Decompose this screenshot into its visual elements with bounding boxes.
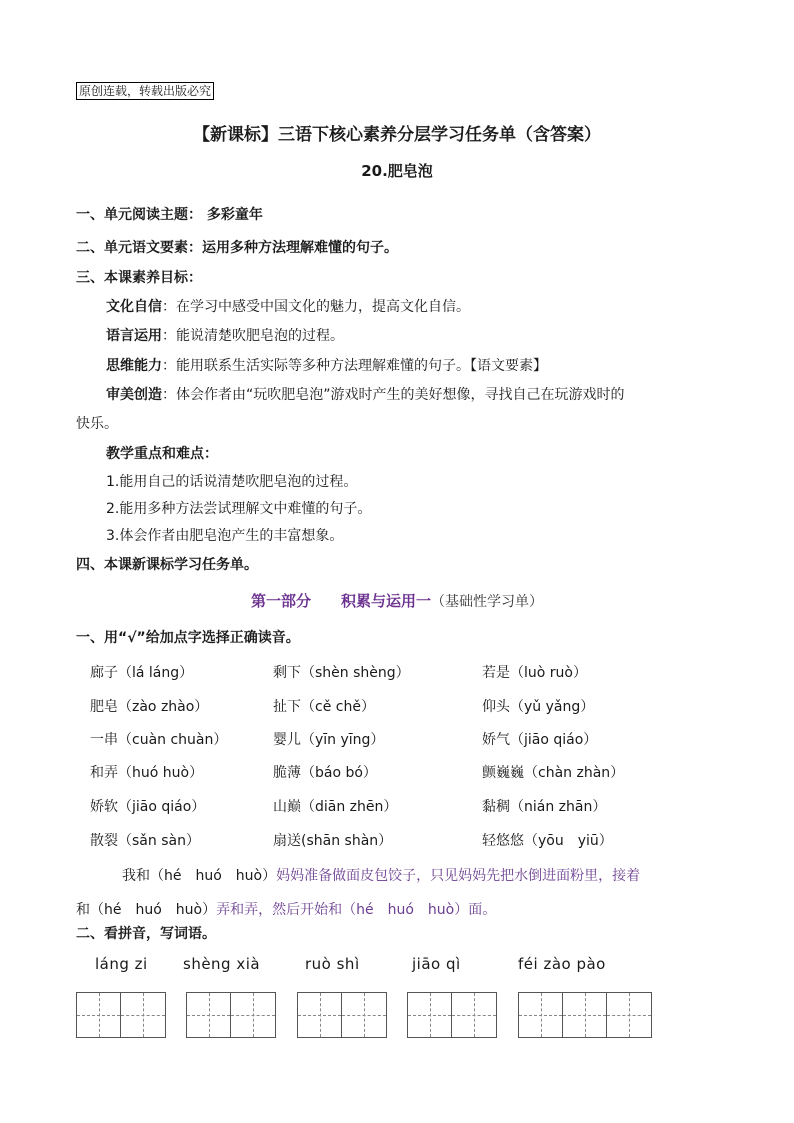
goal-aesthetic-continued: 快乐。 — [76, 416, 118, 432]
writing-cell[interactable] — [607, 993, 651, 1037]
reading-item: 散裂（sǎn sàn） — [90, 833, 200, 849]
writing-grid[interactable] — [297, 992, 387, 1038]
goal-culture — [106, 296, 470, 316]
reading-item: 廊子（lá láng） — [90, 665, 194, 681]
pinyin-label: jiāo qì — [412, 955, 461, 973]
pinyin-label: shèng xià — [183, 955, 261, 973]
sentence-line-1 — [122, 865, 640, 885]
reading-item: 肥皂（zào zhào） — [90, 699, 209, 715]
part-1-heading — [0, 590, 794, 611]
pinyin-label: láng zi — [95, 955, 148, 973]
sentence-fragment: 和（hé huó huò） — [76, 902, 217, 918]
reading-item: 娇软（jiāo qiáo） — [90, 799, 206, 815]
sentence-line-2 — [76, 899, 496, 919]
reading-item: 婴儿（yīn yīng） — [273, 732, 385, 748]
pinyin-label: féi zào pào — [518, 955, 606, 973]
writing-grid[interactable] — [186, 992, 276, 1038]
reading-item: 轻悠悠（yōu yiū） — [482, 833, 613, 849]
writing-cell[interactable] — [298, 993, 342, 1037]
key-points-title: 教学重点和难点： — [106, 446, 218, 462]
document-title: 【新课标】三语下核心素养分层学习任务单（含答案） — [193, 125, 601, 145]
section-2-elements: 二、单元语文要素：运用多种方法理解难懂的句子。 — [76, 240, 398, 256]
writing-cell[interactable] — [121, 993, 165, 1037]
writing-cell[interactable] — [519, 993, 563, 1037]
reading-item: 扇送(shān shàn） — [273, 833, 393, 849]
writing-cell[interactable] — [231, 993, 275, 1037]
goal-label: 审美创造 — [106, 387, 162, 403]
reading-item: 山巅（diān zhēn） — [273, 799, 398, 815]
pinyin-label: ruò shì — [305, 955, 360, 973]
goal-label: 语言运用 — [106, 328, 162, 344]
goal-thinking — [106, 355, 547, 375]
writing-cell[interactable] — [342, 993, 386, 1037]
question-2-title: 二、看拼音，写词语。 — [76, 926, 216, 942]
goal-text: ：能用联系生活实际等多种方法理解难懂的句子。【语文要素】 — [162, 358, 547, 374]
writing-cell[interactable] — [408, 993, 452, 1037]
reading-item: 一串（cuàn chuàn） — [90, 732, 228, 748]
key-point-item: 1.能用自己的话说清楚吹肥皂泡的过程。 — [106, 474, 358, 490]
section-3-goals: 三、本课素养目标： — [76, 270, 202, 286]
reading-item: 娇气（jiāo qiáo） — [482, 732, 598, 748]
question-1-title — [76, 627, 300, 647]
reading-item: 若是（luò ruò） — [482, 665, 587, 681]
reading-item: 剩下（shèn shèng） — [273, 665, 410, 681]
writing-grid[interactable] — [407, 992, 497, 1038]
goal-language — [106, 325, 344, 345]
goal-text: ：能说清楚吹肥皂泡的过程。 — [162, 328, 344, 344]
sentence-fragment: 妈妈准备做面皮包饺子，只见妈妈先把水倒进面粉里，接着 — [276, 868, 641, 884]
reading-item: 脆薄（báo bó） — [273, 765, 377, 781]
reading-item: 颤巍巍（chàn zhàn） — [482, 765, 625, 781]
section-4-tasks: 四、本课新课标学习任务单。 — [76, 557, 258, 573]
section-1-theme: 一、单元阅读主题： 多彩童年 — [76, 207, 263, 223]
writing-grid[interactable] — [518, 992, 652, 1038]
reading-item: 仰头（yǔ yǎng） — [482, 699, 595, 715]
goal-label: 思维能力 — [106, 358, 162, 374]
writing-cell[interactable] — [563, 993, 607, 1037]
writing-cell[interactable] — [187, 993, 231, 1037]
sentence-fragment: 弄和弄，然后开始和（hé huó huò）面。 — [216, 902, 497, 918]
reading-item: 和弄（huó huò） — [90, 765, 204, 781]
key-point-item: 3.体会作者由肥皂泡产生的丰富想象。 — [106, 528, 344, 544]
sentence-fragment: 我和（hé huó huò） — [122, 868, 277, 884]
writing-cell[interactable] — [77, 993, 121, 1037]
part-1-subtitle: （基础性学习单） — [431, 594, 543, 610]
lesson-title: 20.肥皂泡 — [361, 162, 433, 180]
goal-text: ：体会作者由“玩吹肥皂泡”游戏时产生的美好想像，寻找自己在玩游戏时的 — [162, 387, 625, 403]
writing-grid[interactable] — [76, 992, 166, 1038]
writing-cell[interactable] — [452, 993, 496, 1037]
reading-item: 扯下（cě chě） — [273, 699, 375, 715]
part-1-title: 第一部分 积累与运用一 — [250, 592, 431, 610]
goal-text: ：在学习中感受中国文化的魅力，提高文化自信。 — [162, 299, 470, 315]
goal-aesthetic — [106, 384, 625, 404]
goal-label: 文化自信 — [106, 299, 162, 315]
question-1-text: 一、用“√”给加点字选择正确读音。 — [76, 630, 300, 646]
reading-item: 黏稠（nián zhān） — [482, 799, 607, 815]
key-point-item: 2.能用多种方法尝试理解文中难懂的句子。 — [106, 501, 372, 517]
copyright-notice: 原创连载，转载出版必究 — [76, 82, 214, 100]
